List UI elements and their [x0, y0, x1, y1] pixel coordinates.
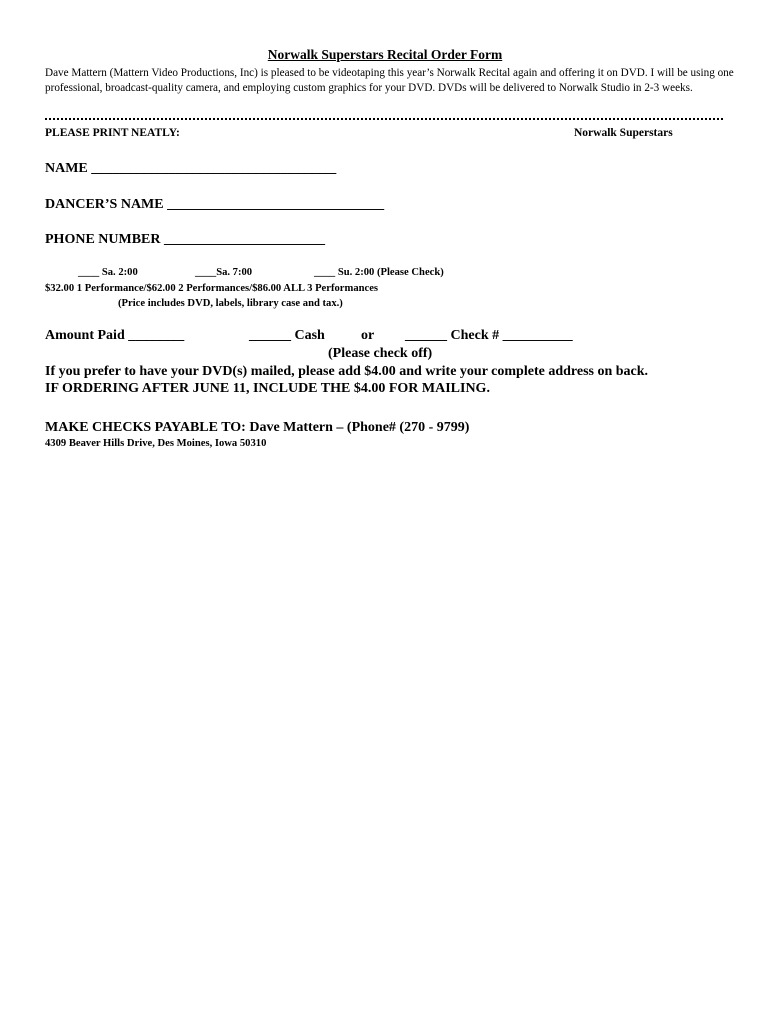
check-off-note: (Please check off): [328, 346, 433, 361]
phone-number-field[interactable]: PHONE NUMBER _______________________: [45, 232, 325, 247]
or-label: or: [361, 328, 375, 343]
pricing-note: (Price includes DVD, labels, library case and tax.): [118, 298, 343, 309]
mailing-address: 4309 Beaver Hills Drive, Des Moines, Iowa 50310: [45, 438, 267, 449]
show-su-2-checkbox[interactable]: ____ Su. 2:00 (Please Check): [314, 267, 444, 278]
cash-checkbox[interactable]: ______ Cash: [249, 328, 325, 343]
dancer-name-field[interactable]: DANCER’S NAME _______________________________: [45, 197, 385, 212]
check-number-field[interactable]: ______ Check # __________: [405, 328, 573, 343]
show-sa-2-checkbox[interactable]: ____ Sa. 2:00: [78, 267, 138, 278]
show-sa-7-checkbox[interactable]: ____Sa. 7:00: [195, 267, 253, 278]
print-neatly-label: PLEASE PRINT NEATLY:: [45, 127, 180, 139]
mailing-deadline-note: IF ORDERING AFTER JUNE 11, INCLUDE THE $4.00 FOR MAILING.: [45, 381, 490, 396]
mailing-note: If you prefer to have your DVD(s) mailed, please add $4.00 and write your complete address on back.: [45, 364, 649, 379]
amount-paid-field[interactable]: Amount Paid ________: [45, 328, 185, 343]
pricing-line: $32.00 1 Performance/$62.00 2 Performances/$86.00 ALL 3 Performances: [45, 283, 379, 294]
dotted-divider: [45, 108, 723, 120]
studio-name: Norwalk Superstars: [574, 127, 673, 139]
intro-paragraph: Dave Mattern (Mattern Video Productions, Inc) is pleased to be videotaping this year’s Norwalk Recital again and offering it on DVD. I will be using one professional, broadcast-quality camera, and employing custom graphics for your DVD. DVDs will be delivered to Norwalk Studio in 2-3 weeks.: [45, 67, 734, 94]
name-field[interactable]: NAME ___________________________________: [45, 161, 337, 176]
checks-payable-line: MAKE CHECKS PAYABLE TO: Dave Mattern – (Phone# (270 - 9799): [45, 420, 470, 435]
form-title: Norwalk Superstars Recital Order Form: [267, 47, 503, 62]
